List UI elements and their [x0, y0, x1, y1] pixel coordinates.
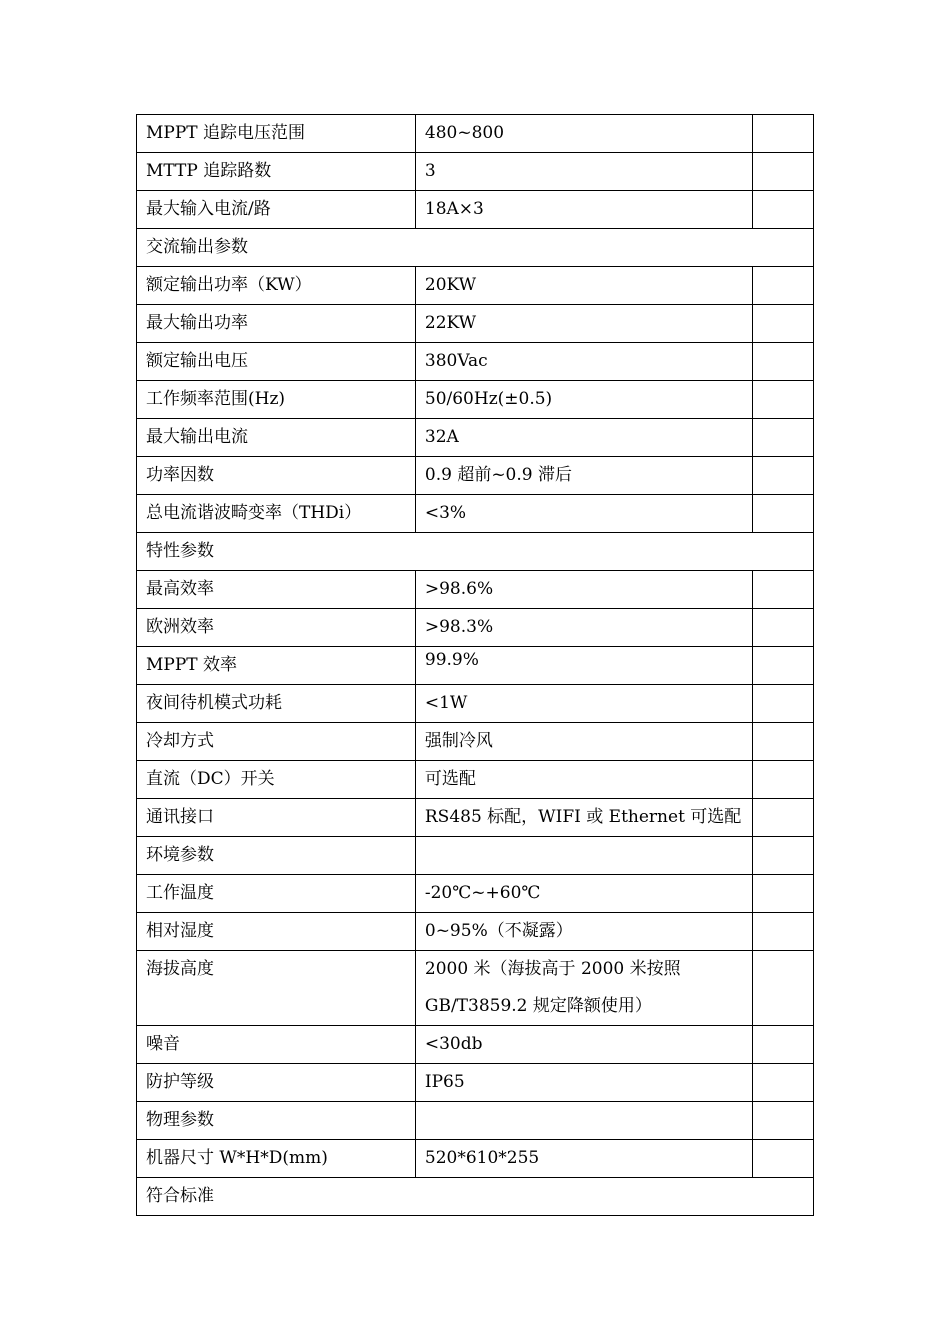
- param-value: 强制冷风: [415, 723, 752, 761]
- notes-cell: [753, 495, 814, 533]
- param-value: 99.9%: [415, 647, 752, 685]
- notes-cell: [753, 191, 814, 229]
- param-value: IP65: [415, 1064, 752, 1102]
- param-value: RS485 标配，WIFI 或 Ethernet 可选配: [415, 799, 752, 837]
- param-value: 3: [415, 153, 752, 191]
- table-row: [137, 799, 814, 837]
- table-row: [137, 951, 814, 1026]
- notes-cell: [753, 419, 814, 457]
- notes-cell: [753, 761, 814, 799]
- param-label: 通讯接口: [137, 799, 416, 837]
- notes-cell: [753, 609, 814, 647]
- table-row: [137, 913, 814, 951]
- notes-cell: [753, 951, 814, 1026]
- param-label: MPPT 效率: [137, 647, 416, 685]
- param-value: 18A×3: [415, 191, 752, 229]
- table-row: [137, 609, 814, 647]
- notes-cell: [753, 837, 814, 875]
- table-row: [137, 875, 814, 913]
- table-row: [137, 1102, 814, 1140]
- table-row: [137, 685, 814, 723]
- table-row: [137, 191, 814, 229]
- param-label: 相对湿度: [137, 913, 416, 951]
- table-row: [137, 115, 814, 153]
- notes-cell: [753, 875, 814, 913]
- param-value: 32A: [415, 419, 752, 457]
- param-label: 功率因数: [137, 457, 416, 495]
- section-header: 特性参数: [137, 533, 814, 571]
- param-label: 总电流谐波畸变率（THDi）: [137, 495, 416, 533]
- section-header-row: [137, 533, 814, 571]
- param-value: <3%: [415, 495, 752, 533]
- notes-cell: [753, 457, 814, 495]
- param-label: 防护等级: [137, 1064, 416, 1102]
- table-row: [137, 1026, 814, 1064]
- notes-cell: [753, 343, 814, 381]
- param-label: 噪音: [137, 1026, 416, 1064]
- notes-cell: [753, 381, 814, 419]
- notes-cell: [753, 1102, 814, 1140]
- param-label: 工作频率范围(Hz): [137, 381, 416, 419]
- table-row: [137, 457, 814, 495]
- param-label: 海拔高度: [137, 951, 416, 1026]
- param-value: -20℃~+60℃: [415, 875, 752, 913]
- param-label: 最高效率: [137, 571, 416, 609]
- param-label: 最大输出电流: [137, 419, 416, 457]
- param-label: 夜间待机模式功耗: [137, 685, 416, 723]
- param-label: 直流（DC）开关: [137, 761, 416, 799]
- param-value: >98.6%: [415, 571, 752, 609]
- param-label: 环境参数: [137, 837, 416, 875]
- table-row: [137, 381, 814, 419]
- notes-cell: [753, 153, 814, 191]
- table-row: [137, 571, 814, 609]
- spec-table: [136, 114, 814, 1216]
- table-row: [137, 647, 814, 685]
- param-label: 最大输出功率: [137, 305, 416, 343]
- param-value: [415, 1102, 752, 1140]
- table-row: [137, 723, 814, 761]
- notes-cell: [753, 1140, 814, 1178]
- notes-cell: [753, 913, 814, 951]
- table-row: [137, 419, 814, 457]
- notes-cell: [753, 571, 814, 609]
- table-row: [137, 761, 814, 799]
- table-row: [137, 1064, 814, 1102]
- param-label: 冷却方式: [137, 723, 416, 761]
- param-value: 0~95%（不凝露）: [415, 913, 752, 951]
- notes-cell: [753, 685, 814, 723]
- param-label: 最大输入电流/路: [137, 191, 416, 229]
- table-row: [137, 837, 814, 875]
- param-value: 480~800: [415, 115, 752, 153]
- notes-cell: [753, 115, 814, 153]
- param-label: 额定输出功率（KW）: [137, 267, 416, 305]
- param-value: 50/60Hz(±0.5): [415, 381, 752, 419]
- param-value: 380Vac: [415, 343, 752, 381]
- section-header-row: [137, 1178, 814, 1216]
- table-row: [137, 305, 814, 343]
- notes-cell: [753, 799, 814, 837]
- param-value: >98.3%: [415, 609, 752, 647]
- notes-cell: [753, 1064, 814, 1102]
- param-value: 520*610*255: [415, 1140, 752, 1178]
- param-label: 机器尺寸 W*H*D(mm): [137, 1140, 416, 1178]
- param-label: MPPT 追踪电压范围: [137, 115, 416, 153]
- table-row: [137, 1140, 814, 1178]
- param-value: [415, 837, 752, 875]
- notes-cell: [753, 723, 814, 761]
- param-label: 欧洲效率: [137, 609, 416, 647]
- param-label: 工作温度: [137, 875, 416, 913]
- spec-table-body: [137, 115, 814, 1216]
- param-value: 22KW: [415, 305, 752, 343]
- notes-cell: [753, 267, 814, 305]
- param-value: 20KW: [415, 267, 752, 305]
- param-value: <1W: [415, 685, 752, 723]
- table-row: [137, 153, 814, 191]
- param-value: 0.9 超前~0.9 滞后: [415, 457, 752, 495]
- param-value: 2000 米（海拔高于 2000 米按照 GB/T3859.2 规定降额使用）: [415, 951, 752, 1026]
- notes-cell: [753, 305, 814, 343]
- param-value: <30db: [415, 1026, 752, 1064]
- section-header: 符合标准: [137, 1178, 814, 1216]
- notes-cell: [753, 647, 814, 685]
- table-row: [137, 343, 814, 381]
- section-header: 交流输出参数: [137, 229, 814, 267]
- param-value: 可选配: [415, 761, 752, 799]
- table-row: [137, 267, 814, 305]
- table-row: [137, 495, 814, 533]
- param-label: 物理参数: [137, 1102, 416, 1140]
- param-label: MTTP 追踪路数: [137, 153, 416, 191]
- param-label: 额定输出电压: [137, 343, 416, 381]
- section-header-row: [137, 229, 814, 267]
- notes-cell: [753, 1026, 814, 1064]
